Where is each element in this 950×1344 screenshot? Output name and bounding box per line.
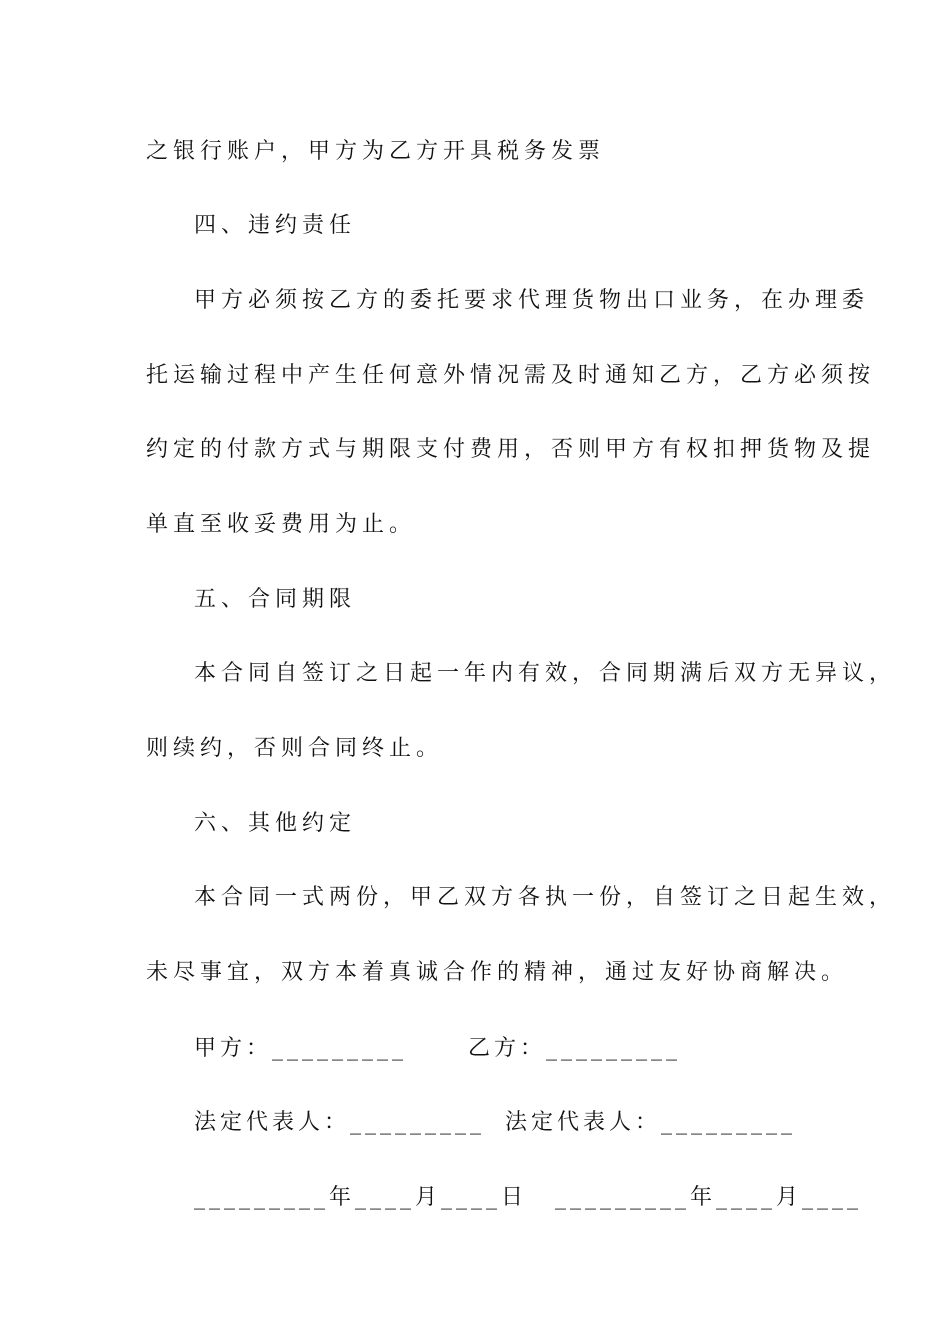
paragraph-line: 托运输过程中产生任何意外情况需及时通知乙方，乙方必须按 [146, 363, 876, 388]
paragraph-line: 单直至收妥费用为止。 [146, 512, 417, 537]
section-heading-term: 五、合同期限 [194, 587, 357, 612]
paragraph-line: 本合同一式两份，甲乙双方各执一份，自签订之日起生效， [194, 885, 897, 910]
paragraph-line: 之银行账户，甲方为乙方开具税务发票 [146, 139, 606, 164]
party-a-signature: 甲方：_________ [194, 1036, 408, 1061]
paragraph-line: 未尽事宜，双方本着真诚合作的精神，通过友好协商解决。 [146, 960, 849, 985]
party-b-representative: 法定代表人：_________ [505, 1110, 797, 1135]
paragraph-line: 则续约，否则合同终止。 [146, 736, 444, 761]
section-heading-other: 六、其他约定 [194, 811, 357, 836]
party-a-date: _________年____月____日 [194, 1185, 528, 1210]
paragraph-line: 约定的付款方式与期限支付费用，否则甲方有权扣押货物及提 [146, 437, 876, 462]
paragraph-line: 本合同自签订之日起一年内有效，合同期满后双方无异议， [194, 661, 897, 686]
party-b-date: _________年____月____ [555, 1185, 863, 1210]
party-b-signature: 乙方：_________ [468, 1036, 682, 1061]
party-a-representative: 法定代表人：_________ [194, 1110, 486, 1135]
section-heading-breach: 四、违约责任 [194, 213, 357, 238]
paragraph-line: 甲方必须按乙方的委托要求代理货物出口业务，在办理委 [194, 288, 870, 313]
